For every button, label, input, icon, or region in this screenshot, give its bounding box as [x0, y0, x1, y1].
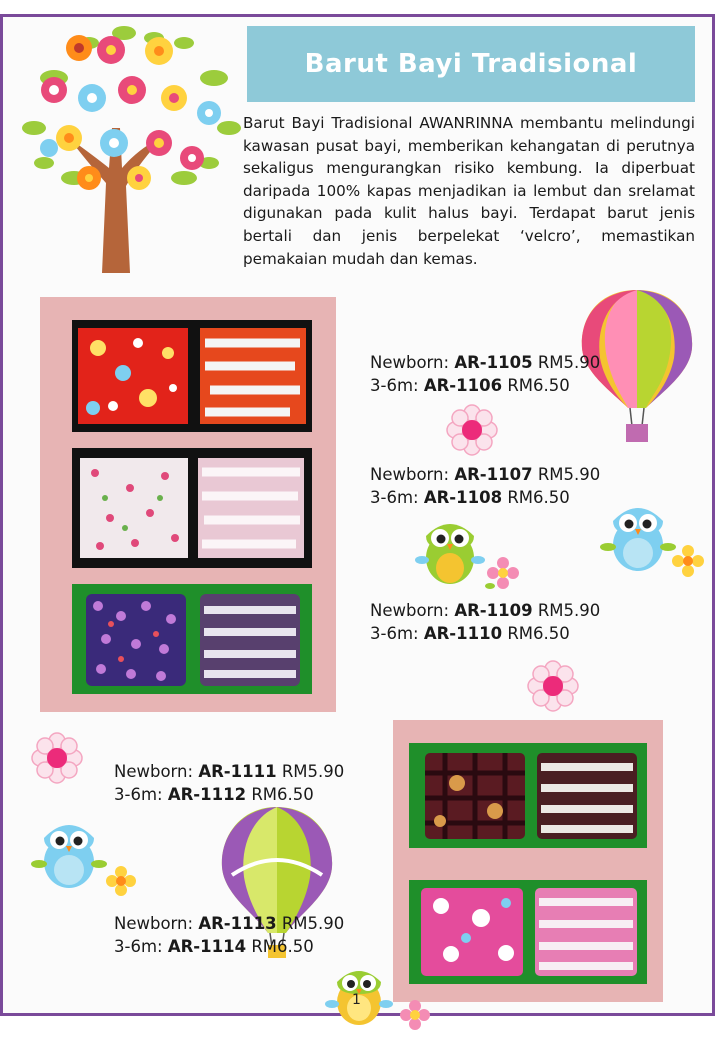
flower-tree-icon — [14, 18, 239, 276]
flower-icon — [32, 733, 82, 783]
owl-icon — [598, 493, 678, 575]
flower-icon — [447, 405, 497, 455]
price-3-6m: 3-6m: AR-1110 RM6.50 — [370, 624, 570, 643]
flower-icon — [672, 545, 704, 577]
price-block-2 — [370, 463, 600, 509]
page-title: Barut Bayi Tradisional — [304, 49, 638, 79]
price-3-6m: 3-6m: AR-1106 RM6.50 — [370, 376, 570, 395]
price-3-6m: 3-6m: AR-1114 RM6.50 — [114, 937, 314, 956]
price-newborn: Newborn: AR-1109 RM5.90 — [370, 601, 601, 620]
price-3-6m: 3-6m: AR-1108 RM6.50 — [370, 488, 570, 507]
owl-icon — [28, 810, 110, 892]
price-3-6m: 3-6m: AR-1112 RM6.50 — [114, 785, 314, 804]
price-block-5 — [114, 912, 344, 958]
flower-icon — [486, 556, 520, 590]
product-photo-ar-1113 — [409, 880, 647, 984]
product-photo-ar-1109 — [72, 584, 312, 694]
owl-icon — [410, 510, 490, 590]
product-description: Barut Bayi Tradisional AWANRINNA membantu melindungi kawasan pusat bayi, memberikan kehangatan di perutnya sekaligus mengurangkan risiko kembung. Ia diperbuat daripada 100% kapas menjadikan ia lembut dan srelamat digunakan pada kulit halus bayi. Terdapat barut jenis bertali dan jenis berpelekat ‘velcro’, memastikan pemakaian mudah dan kemas. — [243, 114, 695, 268]
product-photo-ar-1107 — [72, 448, 312, 568]
flower-icon — [528, 661, 578, 711]
price-block-4 — [114, 760, 344, 806]
page-number: 1 — [352, 992, 361, 1008]
price-newborn: Newborn: AR-1111 RM5.90 — [114, 762, 345, 781]
product-photo-ar-1105 — [72, 320, 312, 432]
price-newborn: Newborn: AR-1107 RM5.90 — [370, 465, 601, 484]
title-banner — [247, 26, 695, 102]
price-newborn: Newborn: AR-1113 RM5.90 — [114, 914, 345, 933]
product-photo-ar-1111 — [409, 743, 647, 848]
price-block-1 — [370, 351, 600, 397]
flower-icon — [400, 1000, 430, 1030]
flower-icon — [106, 866, 136, 896]
price-newborn: Newborn: AR-1105 RM5.90 — [370, 353, 601, 372]
price-block-3 — [370, 599, 600, 645]
